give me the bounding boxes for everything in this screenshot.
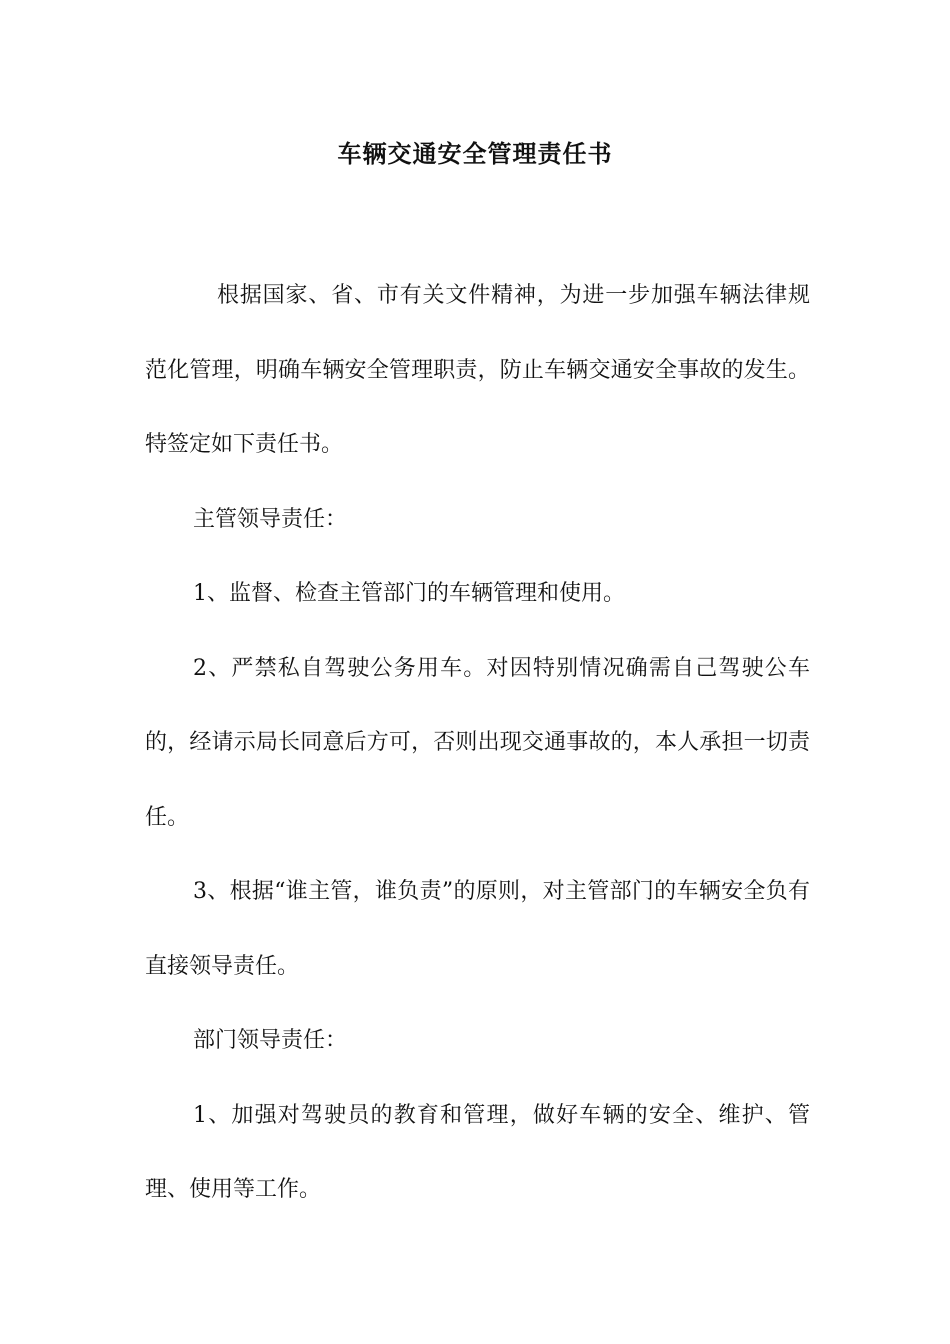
supervisor-item-2: 2、严禁私自驾驶公务用车。对因特别情况确需自己驾驶公车的，经请示局长同意后方可，否则出现交通事故的，本人承担一切责任。 [145,655,810,830]
section-heading-department: 部门领导责任： [193,1028,348,1053]
supervisor-item-1: 1、监督、检查主管部门的车辆管理和使用。 [193,581,625,606]
document-title: 车辆交通安全管理责任书 [337,139,613,168]
supervisor-item-3: 3、根据“谁主管，谁负责”的原则，对主管部门的车辆安全负有直接领导责任。 [145,879,810,979]
section-heading-supervisor: 主管领导责任： [193,506,348,532]
department-item-1: 1、加强对驾驶员的教育和管理，做好车辆的安全、维护、管理、使用等工作。 [145,1102,810,1202]
document-body [145,259,810,1228]
intro-paragraph: 根据国家、省、市有关文件精神，为进一步加强车辆法律规范化管理，明确车辆安全管理职责，防止车辆交通安全事故的发生。特签定如下责任书。 [145,283,810,457]
